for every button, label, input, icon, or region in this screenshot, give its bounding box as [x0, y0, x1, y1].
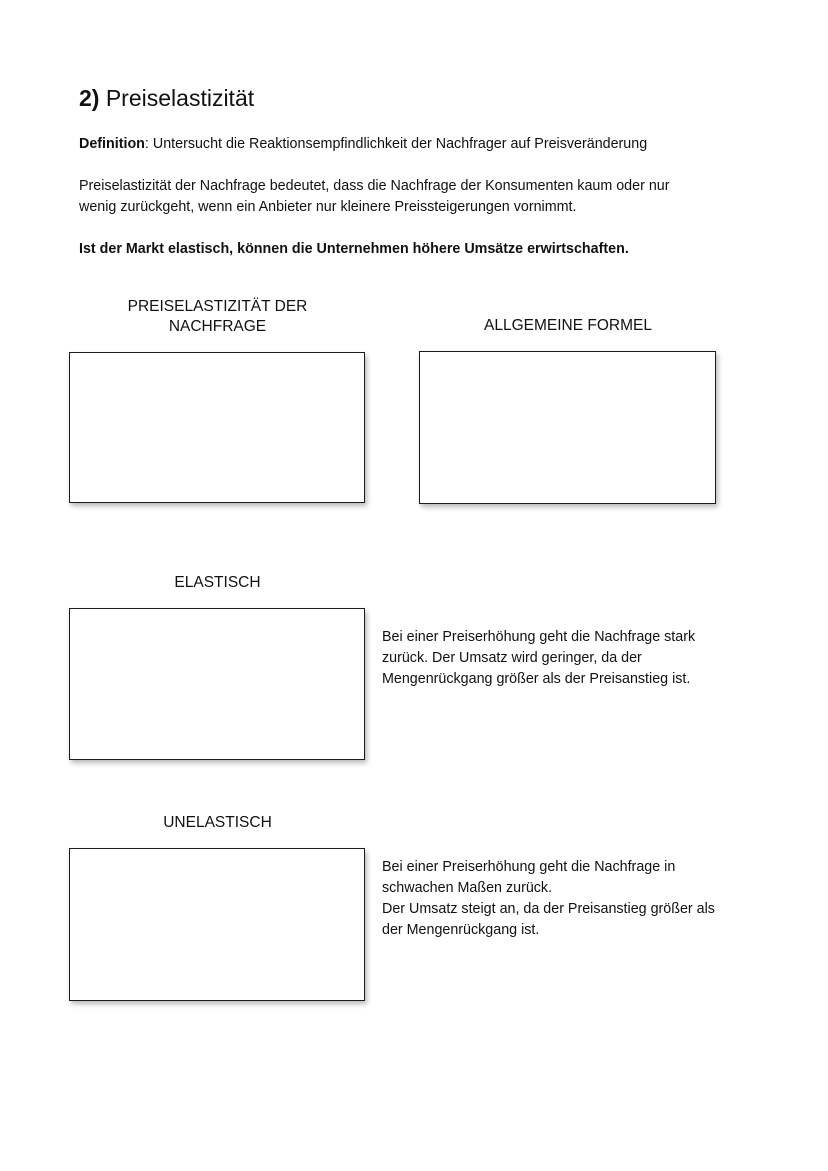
preiselastizitaet-label: [70, 297, 365, 337]
elastisch-description: [382, 627, 752, 690]
formel-label: ALLGEMEINE FORMEL: [484, 317, 652, 334]
definition-label: Definition: [79, 136, 145, 152]
definition-text: : Untersucht die Reaktionsempfindlichkeit der Nachfrager auf Preisveränderung: [144, 136, 648, 152]
preiselastizitaet-label-line-1: PREISELASTIZITÄT DER: [127, 298, 308, 315]
explanation-line-1: Preiselastizität der Nachfrage bedeutet, dass die Nachfrage der Konsumenten kaum oder nur: [79, 178, 670, 194]
explanation-line-2: wenig zurückgeht, wenn ein Anbieter nur kleinere Preissteigerungen vornimmt.: [79, 199, 577, 215]
conclusion-paragraph: Ist der Markt elastisch, können die Unternehmen höhere Umsätze erwirtschaften.: [79, 241, 629, 257]
elastisch-description-line-3: Mengenrückgang größer als der Preisanstieg ist.: [382, 671, 691, 687]
elastisch-box[interactable]: [69, 608, 365, 760]
unelastisch-box[interactable]: [69, 848, 365, 1001]
formel-box[interactable]: [419, 351, 716, 504]
section-number: 2): [79, 85, 100, 111]
explanation-paragraph: [79, 176, 759, 218]
unelastisch-label: UNELASTISCH: [163, 814, 272, 831]
unelastisch-description: [382, 857, 752, 941]
unelastisch-description-line-2: schwachen Maßen zurück.: [382, 880, 553, 896]
definition-paragraph: [79, 134, 759, 155]
preiselastizitaet-box[interactable]: [69, 352, 365, 503]
section-title: Preiselastizität: [105, 85, 255, 111]
elastisch-description-line-1: Bei einer Preiserhöhung geht die Nachfrage stark: [382, 629, 696, 645]
elastisch-label: ELASTISCH: [174, 574, 261, 591]
preiselastizitaet-label-line-2: NACHFRAGE: [168, 318, 267, 335]
page-title: [79, 84, 254, 112]
unelastisch-description-line-4: der Mengenrückgang ist.: [382, 922, 540, 938]
unelastisch-description-line-3: Der Umsatz steigt an, da der Preisanstieg größer als: [382, 901, 715, 917]
elastisch-description-line-2: zurück. Der Umsatz wird geringer, da der: [382, 650, 642, 666]
unelastisch-description-line-1: Bei einer Preiserhöhung geht die Nachfrage in: [382, 859, 676, 875]
